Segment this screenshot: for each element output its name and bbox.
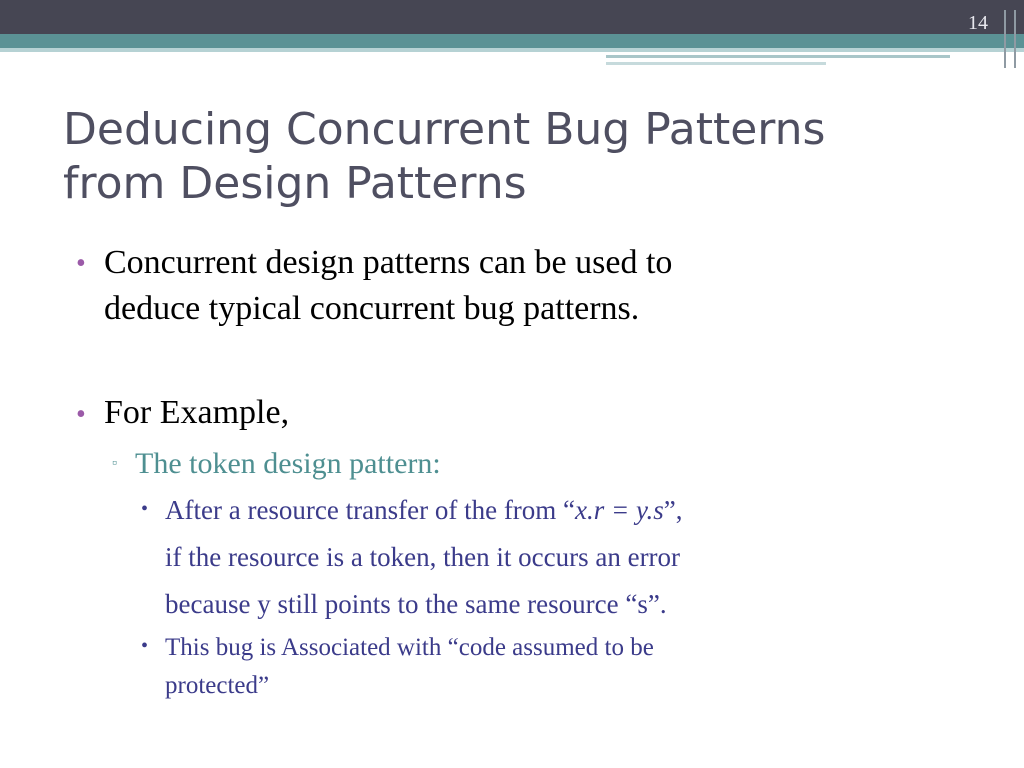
bullet-dot: • xyxy=(76,399,86,430)
teal-band xyxy=(0,34,1024,48)
sub-sub-bullet-dot: • xyxy=(141,498,149,520)
title-line-2: from Design Patterns xyxy=(63,158,527,209)
slide-number: 14 xyxy=(968,12,988,34)
slide-title xyxy=(63,103,943,211)
sub-bullet-square: ▫ xyxy=(112,456,117,471)
item-1-line-1-post: ”, xyxy=(663,495,683,525)
top-bar xyxy=(0,0,1024,34)
sub-bullet-1-text: The token design pattern: xyxy=(135,447,441,480)
item-1-line-1-pre: After a resource transfer of the from “ xyxy=(165,495,576,525)
item-2-line-1: This bug is Associated with “code assumed to be xyxy=(165,634,654,661)
teal-light-band xyxy=(0,48,1024,52)
bullet-2-text: For Example, xyxy=(104,394,290,431)
decorative-vertical-bar xyxy=(1014,10,1016,68)
sub-sub-bullet-dot: • xyxy=(141,635,149,657)
item-1-line-3: because y still points to the same resource “s”. xyxy=(165,589,667,619)
decorative-strip xyxy=(606,62,826,65)
decorative-strip xyxy=(606,55,950,58)
item-1-line-2: if the resource is a token, then it occurs an error xyxy=(165,542,681,572)
bullet-1-line-2: deduce typical concurrent bug patterns. xyxy=(104,290,640,327)
bullet-dot: • xyxy=(76,248,86,279)
item-1-line-1 xyxy=(165,495,683,526)
decorative-vertical-bar xyxy=(1004,10,1006,68)
bullet-1-line-1: Concurrent design patterns can be used to xyxy=(104,244,673,281)
item-1-code: x.r = y.s xyxy=(575,495,664,525)
title-line-1: Deducing Concurrent Bug Patterns xyxy=(63,104,826,155)
item-2-line-2: protected” xyxy=(165,672,270,699)
